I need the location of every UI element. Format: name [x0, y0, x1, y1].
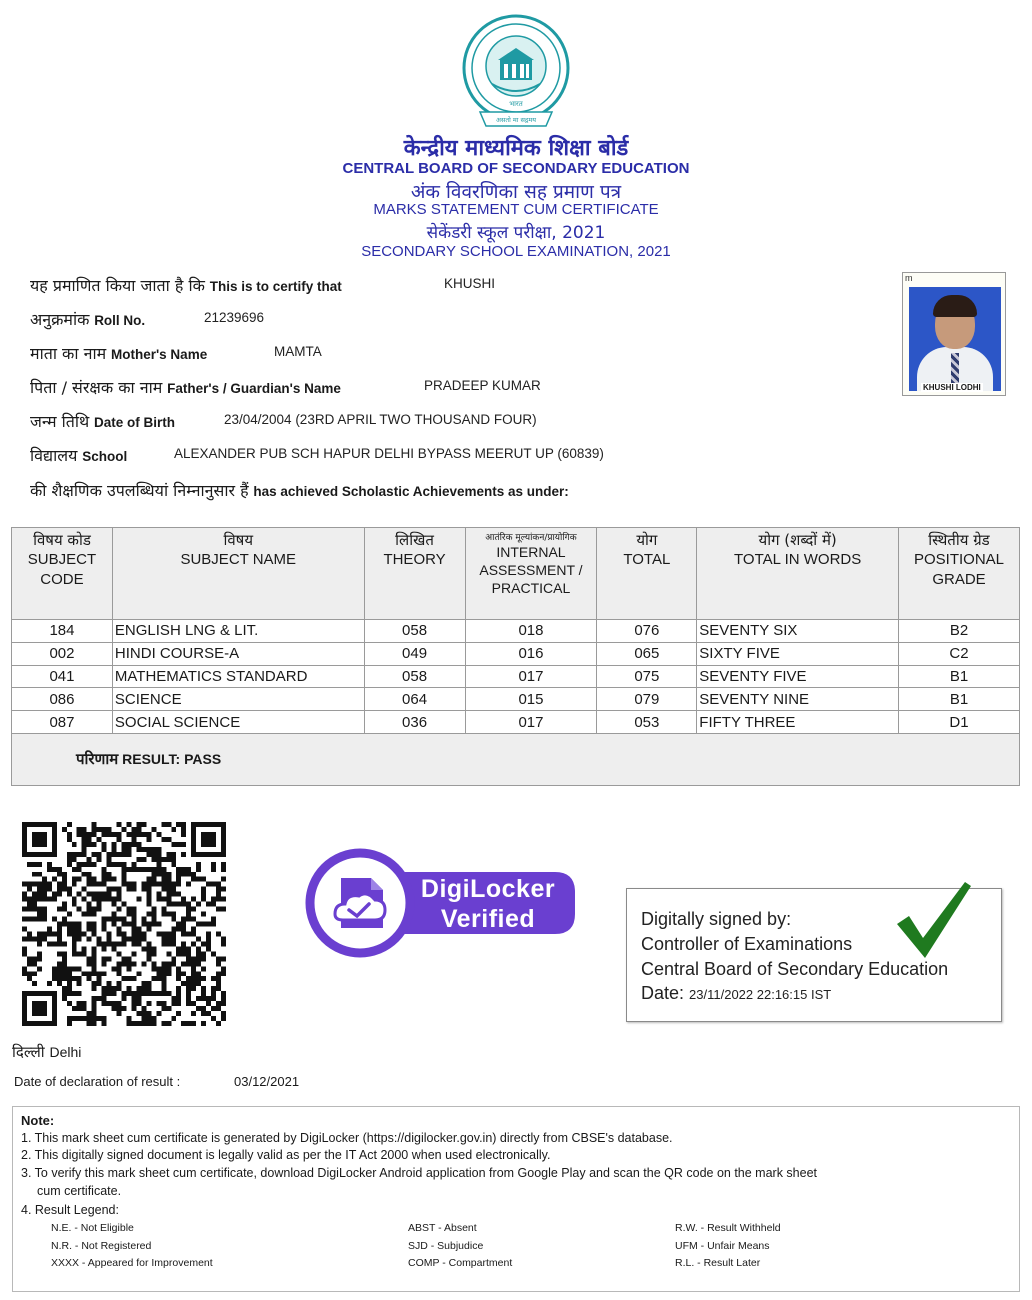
notes-box — [12, 1106, 1020, 1292]
result-text — [14, 749, 1017, 769]
header-subject-code: विषय कोड SUBJECT CODE — [12, 528, 113, 620]
internal-marks: 016 — [465, 642, 597, 665]
document-title-english: MARKS STATEMENT CUM CERTIFICATE — [373, 201, 659, 218]
dob-label-english: Date of Birth — [94, 415, 176, 430]
theory-marks: 064 — [364, 688, 465, 711]
internal-marks: 017 — [465, 711, 597, 734]
positional-grade: B1 — [899, 665, 1020, 688]
exam-name-english: SECONDARY SCHOOL EXAMINATION, 2021 — [361, 243, 671, 260]
table-header-row — [12, 528, 1020, 620]
note-item: 2. This digitally signed document is legally valid as per the IT Act 2000 when used electronically. — [21, 1148, 551, 1162]
subject-name: HINDI COURSE-A — [112, 642, 364, 665]
declaration-label: Date of declaration of result : — [14, 1074, 181, 1089]
note-item: 4. Result Legend: — [21, 1203, 119, 1217]
digilocker-badge-text — [408, 874, 568, 934]
student-name: KHUSHI — [444, 276, 496, 291]
subject-code: 184 — [12, 620, 113, 643]
place — [12, 1042, 81, 1062]
positional-grade: B2 — [899, 620, 1020, 643]
subject-code: 002 — [12, 642, 113, 665]
legend-item: SJD - Subjudice — [408, 1240, 484, 1252]
dob-row — [30, 410, 537, 432]
total-marks: 053 — [597, 711, 697, 734]
certify-label-hindi: यह प्रमाणित किया जाता है कि — [30, 276, 205, 295]
mother-row — [30, 342, 322, 364]
cbse-logo — [462, 14, 570, 132]
header-grade: स्थितीय ग्रेड POSITIONAL GRADE — [899, 528, 1020, 620]
internal-marks: 017 — [465, 665, 597, 688]
subject-code: 041 — [12, 665, 113, 688]
legend-item: COMP - Compartment — [408, 1257, 513, 1269]
document-title-hindi: अंक विवरणिका सह प्रमाण पत्र — [410, 181, 622, 203]
legend-item: R.W. - Result Withheld — [675, 1222, 781, 1234]
date-of-birth: 23/04/2004 (23RD APRIL TWO THOUSAND FOUR) — [224, 412, 537, 427]
mother-label-english: Mother's Name — [110, 347, 208, 362]
place-english: Delhi — [49, 1044, 82, 1060]
notes-title: Note: — [21, 1113, 55, 1128]
mother-name: MAMTA — [274, 344, 322, 359]
school-row — [30, 444, 604, 466]
badge-line-1: DigiLocker — [420, 875, 556, 903]
total-marks: 079 — [597, 688, 697, 711]
achieved-row — [30, 479, 569, 501]
total-in-words: SEVENTY NINE — [697, 688, 899, 711]
father-name: PRADEEP KUMAR — [424, 378, 541, 393]
legend-item: ABST - Absent — [408, 1222, 477, 1234]
internal-marks: 018 — [465, 620, 597, 643]
roll-label-english: Roll No. — [94, 313, 146, 328]
signature-date-value: 23/11/2022 22:16:15 IST — [689, 987, 832, 1002]
subject-name: SOCIAL SCIENCE — [112, 711, 364, 734]
legend-item: R.L. - Result Later — [675, 1257, 761, 1269]
school-name: ALEXANDER PUB SCH HAPUR DELHI BYPASS MEERUT UP (60839) — [174, 446, 604, 461]
header-total-words: योग (शब्दों में) TOTAL IN WORDS — [697, 528, 899, 620]
exam-name-hindi: सेकेंडरी स्कूल परीक्षा, 2021 — [426, 223, 606, 243]
legend-item: N.R. - Not Registered — [51, 1240, 152, 1252]
dob-label-hindi: जन्म तिथि — [30, 412, 90, 431]
logo-mid-text: भारत — [509, 100, 523, 108]
positional-grade: B1 — [899, 688, 1020, 711]
table-row — [12, 688, 1020, 711]
header-theory: लिखित THEORY — [364, 528, 465, 620]
school-label-hindi: विद्यालय — [30, 446, 78, 465]
legend-item: N.E. - Not Eligible — [51, 1222, 134, 1234]
total-in-words: SEVENTY FIVE — [697, 665, 899, 688]
total-in-words: FIFTY THREE — [697, 711, 899, 734]
result-cell — [12, 733, 1020, 785]
total-marks: 075 — [597, 665, 697, 688]
legend-item: UFM - Unfair Means — [675, 1240, 770, 1252]
total-in-words: SEVENTY SIX — [697, 620, 899, 643]
total-in-words: SIXTY FIVE — [697, 642, 899, 665]
header-total: योग TOTAL — [597, 528, 697, 620]
signer-title: Controller of Examinations — [641, 934, 853, 954]
board-name-hindi: केन्द्रीय माध्यमिक शिक्षा बोर्ड — [403, 136, 629, 161]
note-item-continued: cum certificate. — [37, 1184, 122, 1198]
father-label-hindi: पिता / संरक्षक का नाम — [30, 378, 163, 397]
table-row — [12, 642, 1020, 665]
subject-code: 087 — [12, 711, 113, 734]
check-mark-icon — [895, 880, 973, 960]
result-label-hindi: परिणाम — [76, 750, 119, 769]
qr-code[interactable] — [22, 822, 226, 1026]
achieved-label-hindi: की शैक्षणिक उपलब्धियां निम्नानुसार हैं — [30, 481, 249, 500]
header-subject-name: विषय SUBJECT NAME — [112, 528, 364, 620]
roll-number: 21239696 — [204, 310, 265, 325]
marks-table — [11, 527, 1020, 786]
theory-marks: 058 — [364, 620, 465, 643]
note-item: 1. This mark sheet cum certificate is generated by DigiLocker (https://digilocker.gov.in) directly from CBSE's database. — [21, 1131, 673, 1145]
theory-marks: 036 — [364, 711, 465, 734]
signature-date-label: Date: — [641, 983, 685, 1003]
table-row — [12, 620, 1020, 643]
badge-line-2: Verified — [440, 905, 536, 933]
signer-org: Central Board of Secondary Education — [641, 959, 949, 979]
total-marks: 076 — [597, 620, 697, 643]
school-label-english: School — [82, 449, 128, 464]
header-internal: आतंरिक मूल्यांकन/प्रायोगिक INTERNAL ASSESSMENT / PRACTICAL — [465, 528, 597, 620]
achieved-label-english: has achieved Scholastic Achievements as under: — [253, 484, 569, 499]
subject-name: ENGLISH LNG & LIT. — [112, 620, 364, 643]
positional-grade: C2 — [899, 642, 1020, 665]
note-item: 3. To verify this mark sheet cum certificate, download DigiLocker Android application from Google Play and scan the QR code on the mark sheet — [21, 1166, 818, 1180]
place-hindi: दिल्ली — [12, 1043, 45, 1061]
result-row — [12, 733, 1020, 785]
student-photo — [902, 272, 1006, 396]
board-name-english: CENTRAL BOARD OF SECONDARY EDUCATION — [342, 160, 690, 177]
result-value: RESULT: PASS — [122, 751, 222, 768]
declaration-date: 03/12/2021 — [234, 1074, 300, 1089]
signature-date-row — [641, 983, 831, 1004]
table-row — [12, 711, 1020, 734]
table-row — [12, 665, 1020, 688]
father-row — [30, 376, 541, 398]
certify-label-english: This is to certify that — [209, 279, 342, 294]
theory-marks: 058 — [364, 665, 465, 688]
subject-name: MATHEMATICS STANDARD — [112, 665, 364, 688]
photo-corner-text: m — [905, 273, 913, 283]
legend-item: XXXX - Appeared for Improvement — [51, 1257, 213, 1269]
total-marks: 065 — [597, 642, 697, 665]
internal-marks: 015 — [465, 688, 597, 711]
theory-marks: 049 — [364, 642, 465, 665]
roll-label-hindi: अनुक्रमांक — [30, 310, 90, 329]
photo-caption: KHUSHI LODHI — [923, 383, 981, 392]
subject-code: 086 — [12, 688, 113, 711]
positional-grade: D1 — [899, 711, 1020, 734]
mother-label-hindi: माता का नाम — [30, 344, 107, 363]
logo-motto: असतो मा सद्गमय — [496, 116, 536, 124]
roll-row — [30, 308, 265, 330]
subject-name: SCIENCE — [112, 688, 364, 711]
certify-row — [30, 274, 496, 296]
father-label-english: Father's / Guardian's Name — [167, 381, 341, 396]
signed-by-label: Digitally signed by: — [641, 909, 792, 929]
